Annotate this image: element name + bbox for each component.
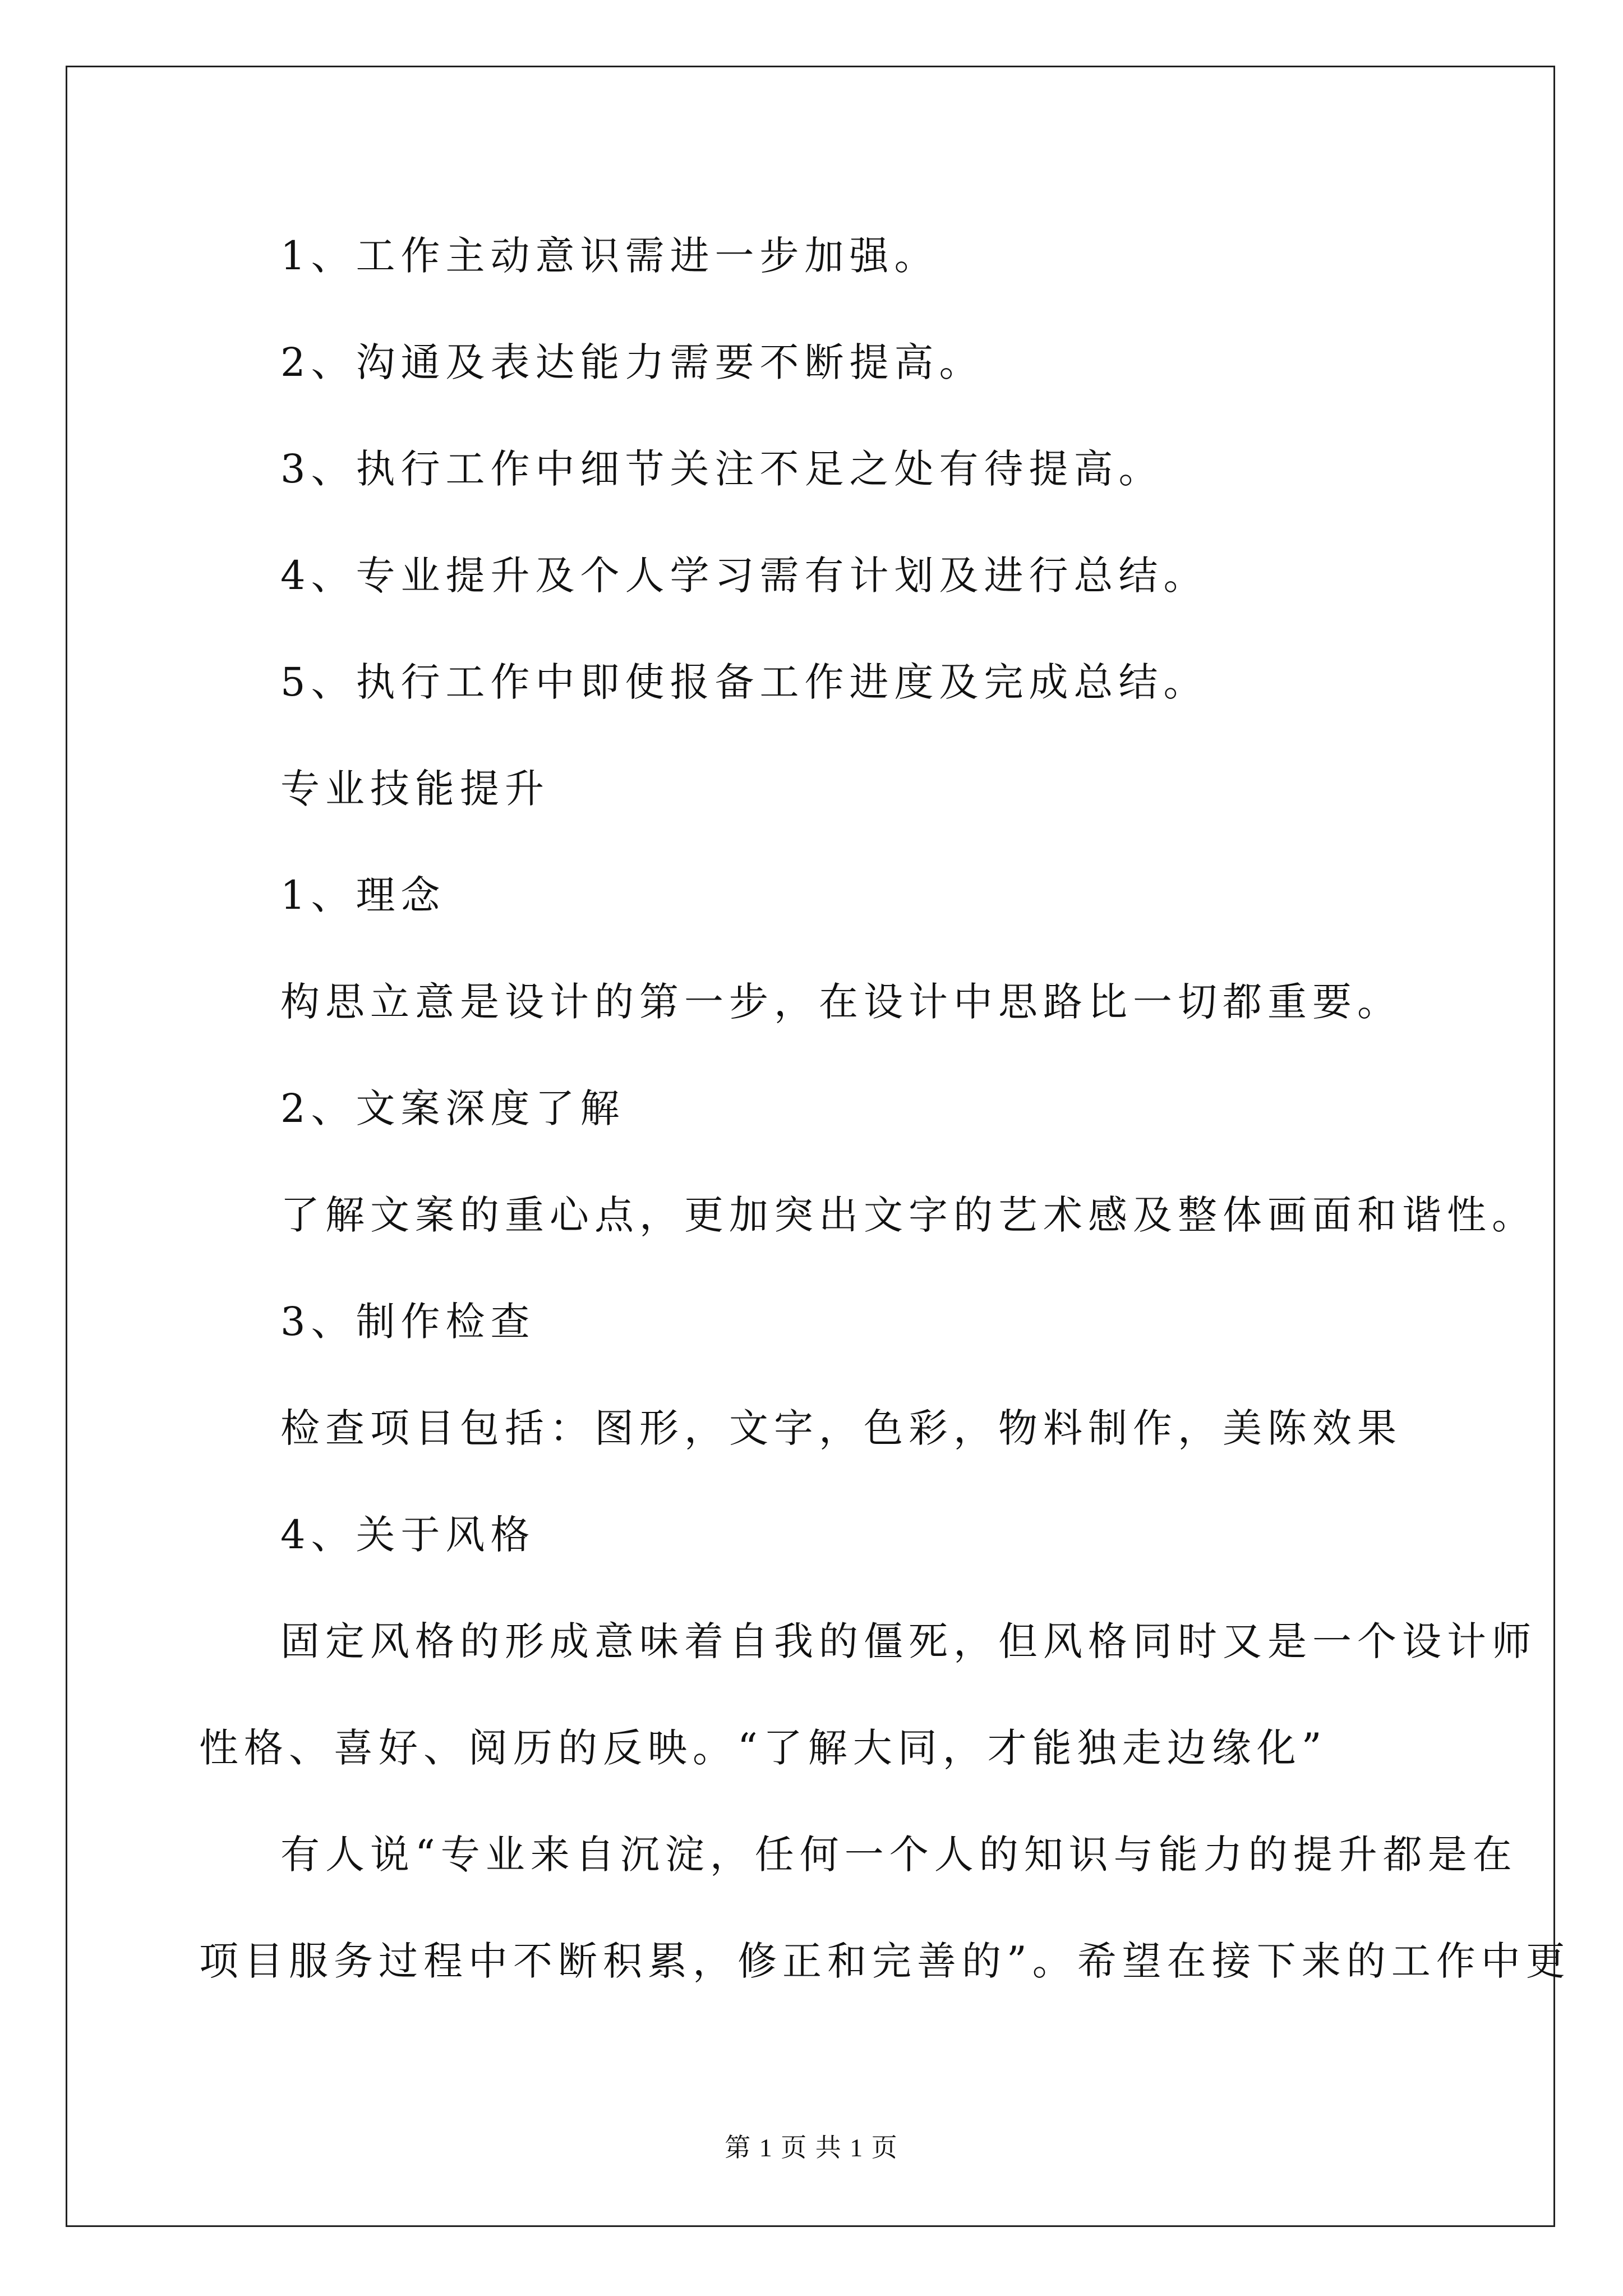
paragraph-style-line-2: 性格、喜好、阅历的反映。“了解大同，才能独走边缘化” <box>199 1725 1327 1771</box>
subheading-copywriting: 2、文案深度了解 <box>280 1085 625 1131</box>
paragraph-closing-line-1: 有人说“专业来自沉淀，任何一个人的知识与能力的提升都是在 <box>280 1832 1518 1878</box>
list-item-5: 5、执行工作中即使报备工作进度及完成总结。 <box>280 659 1209 705</box>
subheading-inspection: 3、制作检查 <box>280 1299 536 1345</box>
paragraph-inspection: 检查项目包括：图形，文字，色彩，物料制作，美陈效果 <box>280 1405 1402 1451</box>
section-heading: 专业技能提升 <box>280 766 550 812</box>
paragraph-copywriting: 了解文案的重心点，更加突出文字的艺术感及整体画面和谐性。 <box>280 1192 1537 1238</box>
list-item-2: 2、沟通及表达能力需要不断提高。 <box>280 339 984 385</box>
list-item-1: 1、工作主动意识需进一步加强。 <box>280 233 939 279</box>
paragraph-closing-line-2: 项目服务过程中不断积累，修正和完善的”。希望在接下来的工作中更 <box>199 1938 1571 1984</box>
subheading-style: 4、关于风格 <box>280 1512 536 1558</box>
list-item-4: 4、专业提升及个人学习需有计划及进行总结。 <box>280 553 1209 599</box>
paragraph-style-line-1: 固定风格的形成意味着自我的僵死，但风格同时又是一个设计师 <box>280 1618 1537 1664</box>
list-item-3: 3、执行工作中细节关注不足之处有待提高。 <box>280 446 1164 492</box>
page-border <box>66 66 1555 2227</box>
paragraph-concept: 构思立意是设计的第一步，在设计中思路比一切都重要。 <box>280 979 1402 1025</box>
page-number-footer: 第 1 页 共 1 页 <box>725 2133 898 2162</box>
subheading-concept: 1、理念 <box>280 872 446 918</box>
